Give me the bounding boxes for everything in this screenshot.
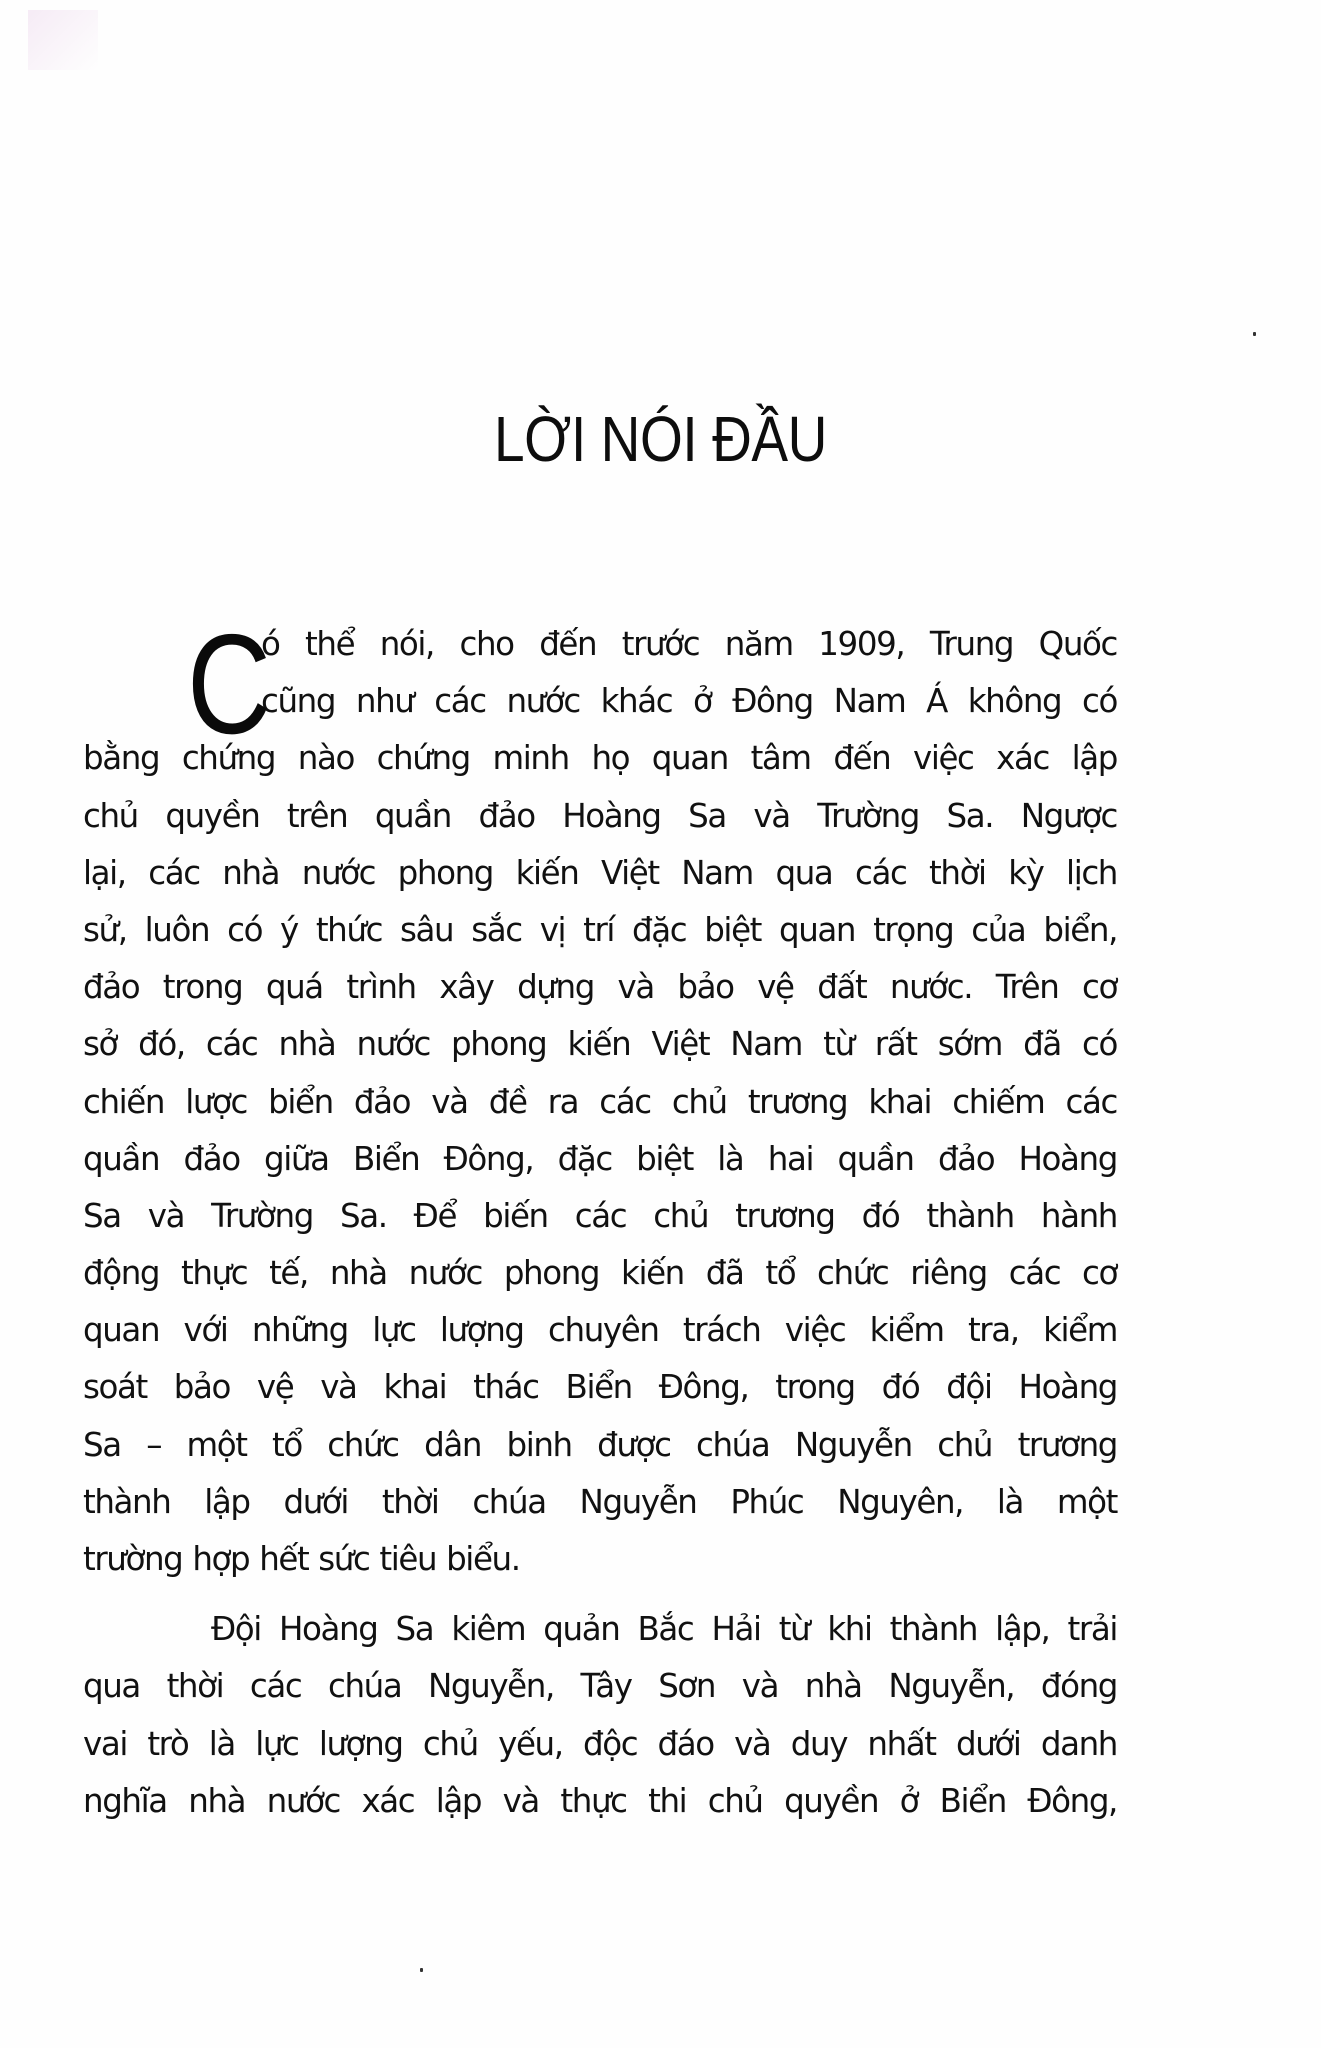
text-line: chiến lược biển đảo và đề ra các chủ trương khai chiếm các bbox=[83, 1082, 1117, 1121]
text-line: Đội Hoàng Sa kiêm quản Bắc Hải từ khi thành lập, trải bbox=[211, 1610, 1117, 1649]
text-line: vai trò là lực lượng chủ yếu, độc đáo và duy nhất dưới danh bbox=[83, 1724, 1117, 1763]
text-line: quan với những lực lượng chuyên trách việc kiểm tra, kiểm bbox=[83, 1311, 1117, 1350]
text-line: thành lập dưới thời chúa Nguyễn Phúc Nguyên, là một bbox=[83, 1482, 1117, 1521]
text-line: soát bảo vệ và khai thác Biển Đông, trong đó đội Hoàng bbox=[83, 1368, 1117, 1407]
text-line: động thực tế, nhà nước phong kiến đã tổ chức riêng các cơ bbox=[83, 1254, 1117, 1293]
text-line: nghĩa nhà nước xác lập và thực thi chủ quyền ở Biển Đông, bbox=[83, 1781, 1117, 1820]
text-line: sở đó, các nhà nước phong kiến Việt Nam từ rất sớm đã có bbox=[83, 1025, 1117, 1064]
scan-speck bbox=[1253, 332, 1256, 336]
paragraph-1 bbox=[83, 605, 1117, 1588]
scan-speck bbox=[420, 1968, 423, 1972]
text-line: qua thời các chúa Nguyễn, Tây Sơn và nhà Nguyễn, đóng bbox=[83, 1667, 1117, 1706]
body-text bbox=[83, 605, 1117, 1830]
scan-artifact bbox=[28, 10, 98, 70]
text-line: trường hợp hết sức tiêu biểu. bbox=[83, 1540, 520, 1578]
text-line: cũng như các nước khác ở Đông Nam Á không có bbox=[261, 682, 1117, 721]
page-title: LỜI NÓI ĐẦU bbox=[493, 403, 828, 475]
text-line: Sa – một tổ chức dân binh được chúa Nguyễn chủ trương bbox=[83, 1425, 1117, 1464]
paragraph-2 bbox=[83, 1601, 1117, 1830]
text-line: bằng chứng nào chứng minh họ quan tâm đến việc xác lập bbox=[83, 739, 1117, 778]
text-line: đảo trong quá trình xây dựng và bảo vệ đất nước. Trên cơ bbox=[83, 968, 1117, 1007]
drop-cap: C bbox=[187, 605, 270, 764]
text-line: ó thể nói, cho đến trước năm 1909, Trung Quốc bbox=[261, 625, 1117, 663]
text-line: sử, luôn có ý thức sâu sắc vị trí đặc biệt quan trọng của biển, bbox=[83, 910, 1117, 949]
text-line: lại, các nhà nước phong kiến Việt Nam qua các thời kỳ lịch bbox=[83, 853, 1117, 892]
text-line: Sa và Trường Sa. Để biến các chủ trương đó thành hành bbox=[83, 1196, 1117, 1235]
text-line: chủ quyền trên quần đảo Hoàng Sa và Trường Sa. Ngược bbox=[83, 796, 1117, 835]
text-line: quần đảo giữa Biển Đông, đặc biệt là hai quần đảo Hoàng bbox=[83, 1139, 1117, 1178]
